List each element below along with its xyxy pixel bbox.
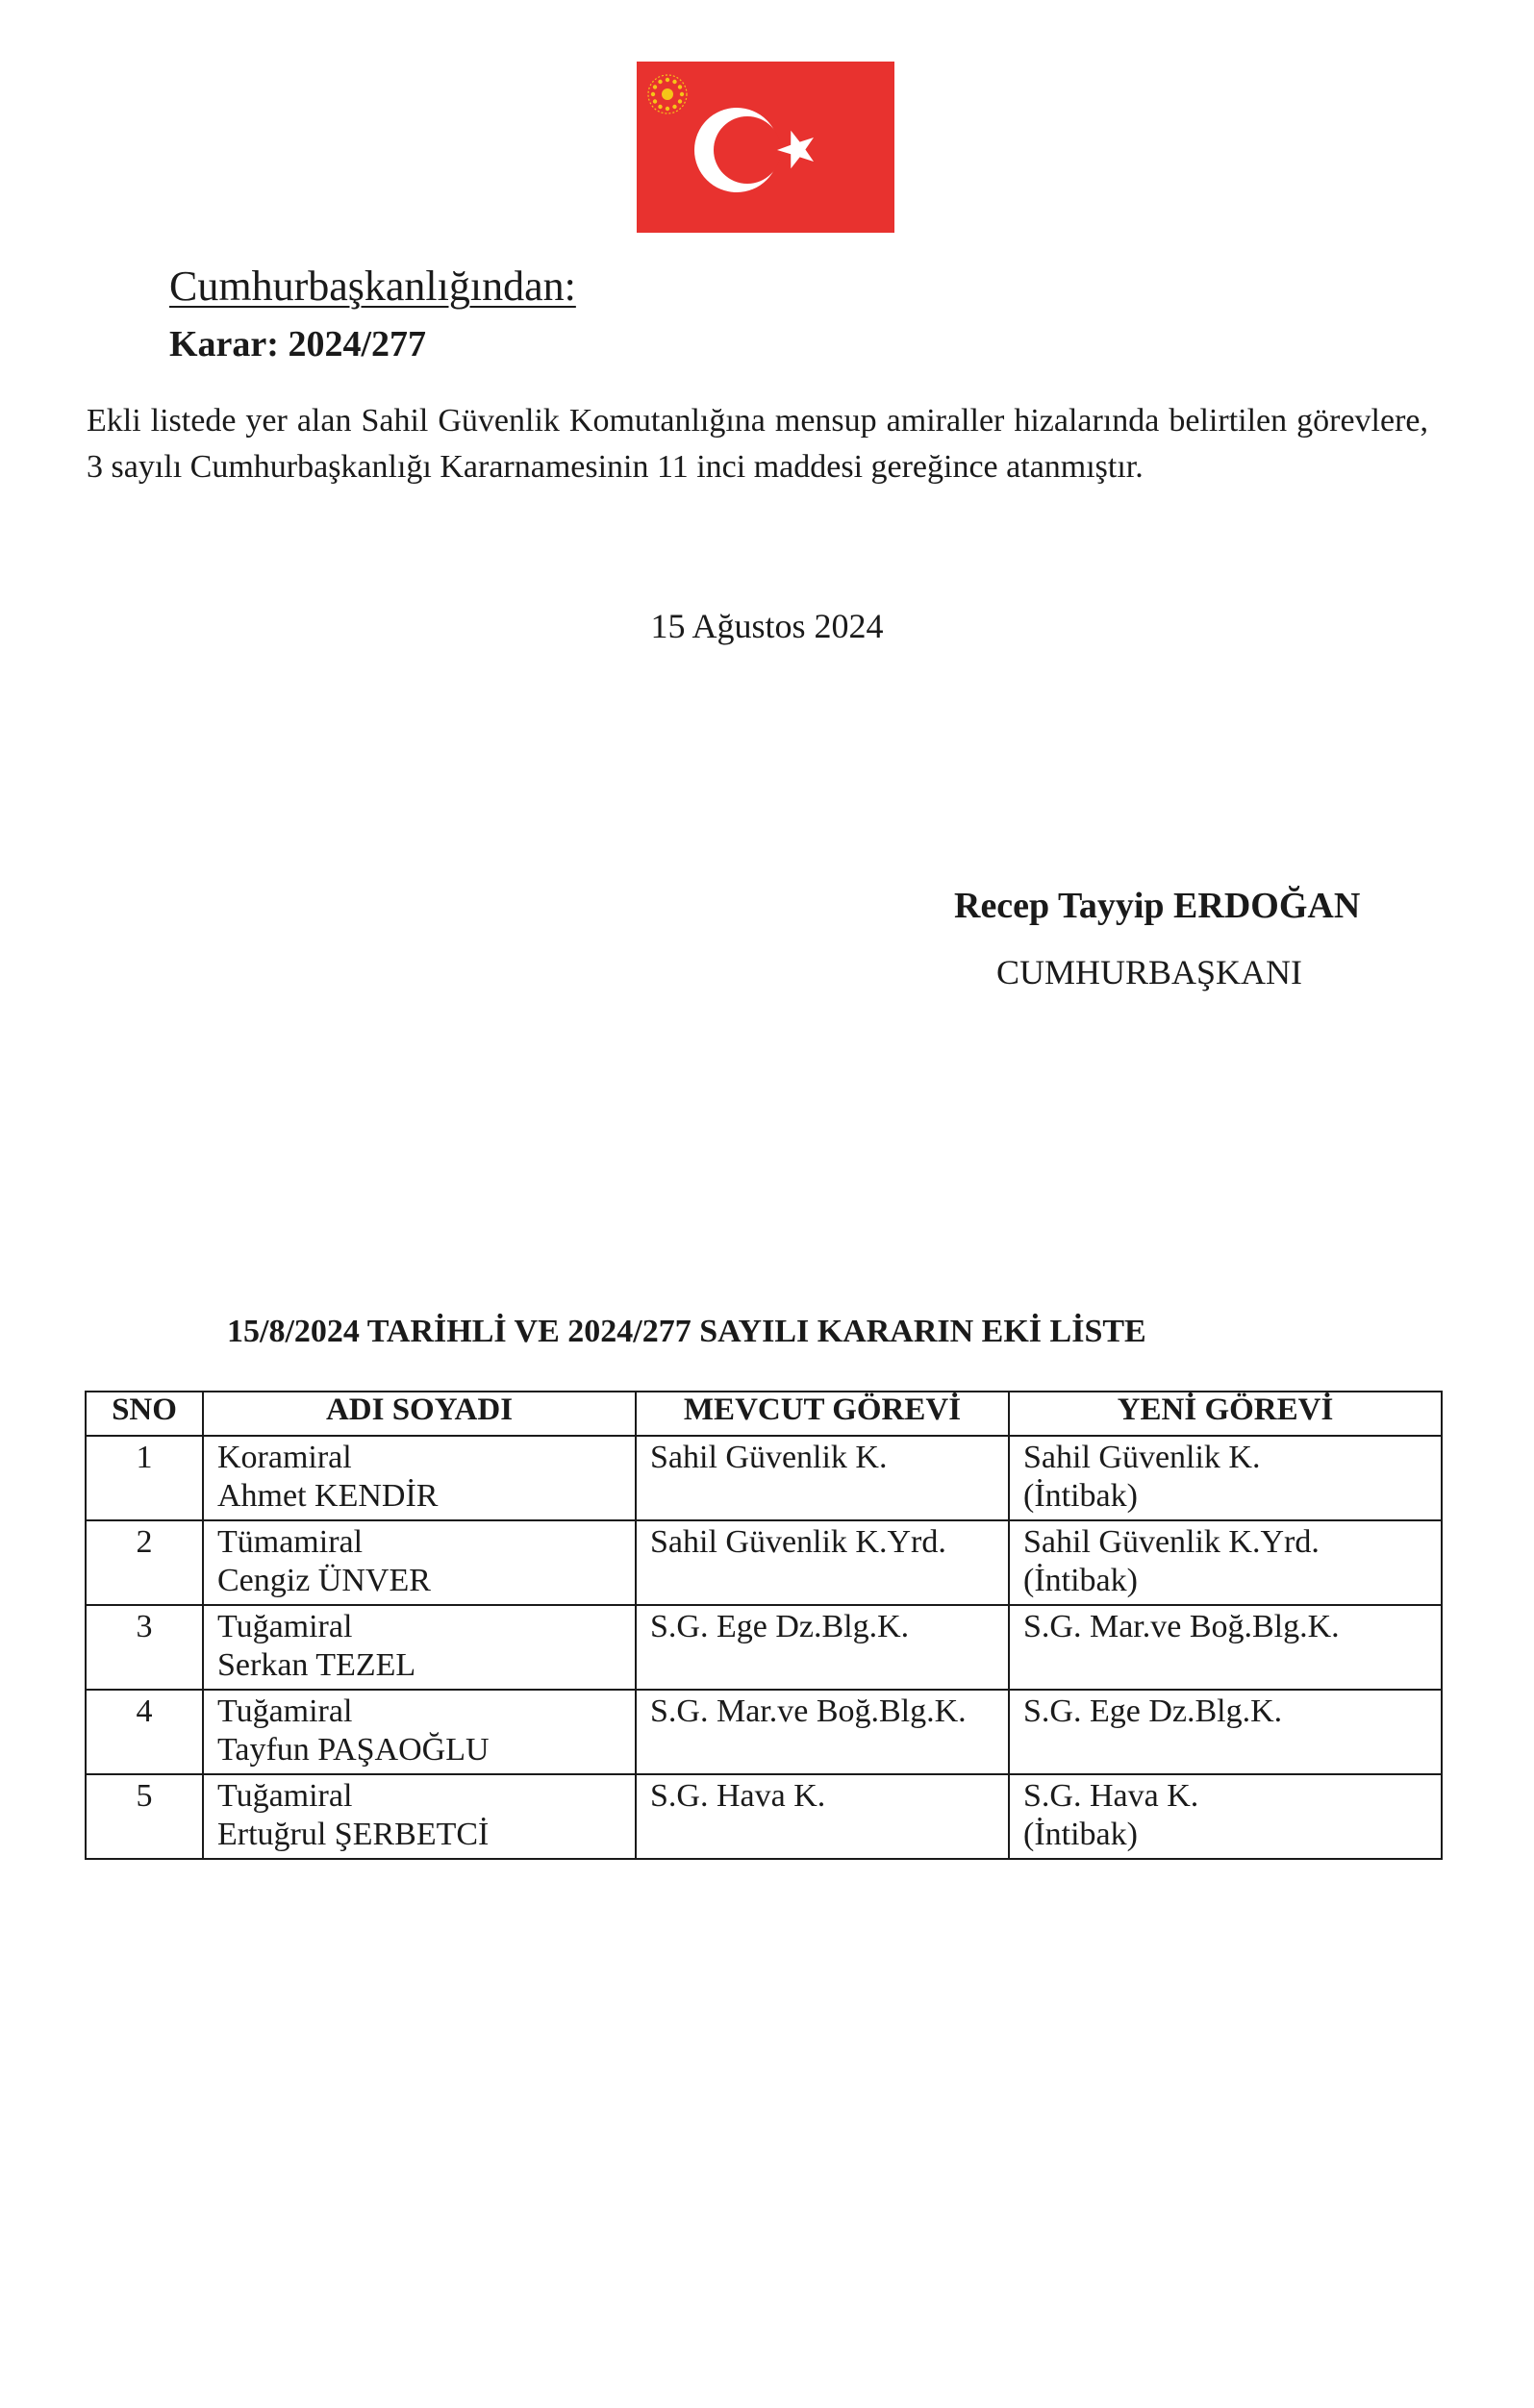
row-person — [203, 1774, 636, 1859]
row-new-duty — [1009, 1690, 1442, 1774]
table-row — [86, 1774, 1442, 1859]
appointments-table — [85, 1391, 1443, 1860]
row-new-duty-line1: Sahil Güvenlik K. — [1023, 1440, 1261, 1475]
row-sno: 4 — [86, 1690, 203, 1774]
row-name: Ahmet KENDİR — [217, 1478, 439, 1514]
row-new-duty — [1009, 1605, 1442, 1690]
row-current-duty: Sahil Güvenlik K.Yrd. — [636, 1520, 1009, 1605]
row-current-duty: S.G. Ege Dz.Blg.K. — [636, 1605, 1009, 1690]
row-name: Serkan TEZEL — [217, 1647, 416, 1683]
row-new-duty-line2: (İntibak) — [1023, 1563, 1138, 1598]
decision-number: Karar: 2024/277 — [169, 324, 427, 364]
row-current-duty: Sahil Güvenlik K. — [636, 1436, 1009, 1520]
row-name: Ertuğrul ŞERBETCİ — [217, 1817, 490, 1852]
row-current-duty: S.G. Hava K. — [636, 1774, 1009, 1859]
row-sno: 3 — [86, 1605, 203, 1690]
row-new-duty — [1009, 1436, 1442, 1520]
presidential-flag — [637, 62, 894, 233]
table-row — [86, 1520, 1442, 1605]
table-row — [86, 1436, 1442, 1520]
row-person — [203, 1520, 636, 1605]
row-rank: Tuğamiral — [217, 1693, 353, 1729]
row-new-duty-line1: S.G. Ege Dz.Blg.K. — [1023, 1693, 1283, 1729]
decision-body-text: Ekli listede yer alan Sahil Güvenlik Komutanlığına mensup amiraller hizalarında belirtilen görevlere, 3 sayılı Cumhurbaşkanlığı Kararnamesinin 11 inci maddesi gereğince atanmıştır. — [87, 403, 1428, 485]
row-rank: Koramiral — [217, 1440, 352, 1475]
row-new-duty — [1009, 1520, 1442, 1605]
decision-date — [0, 606, 1534, 646]
table-row — [86, 1605, 1442, 1690]
row-new-duty-line1: S.G. Mar.ve Boğ.Blg.K. — [1023, 1609, 1340, 1644]
row-new-duty-line1: Sahil Güvenlik K.Yrd. — [1023, 1524, 1320, 1560]
row-rank: Tümamiral — [217, 1524, 364, 1560]
table-header-row — [86, 1392, 1442, 1436]
decision-date-text: 15 Ağustos 2024 — [650, 607, 884, 645]
row-person — [203, 1436, 636, 1520]
row-current-duty: S.G. Mar.ve Boğ.Blg.K. — [636, 1690, 1009, 1774]
header-sno: SNO — [86, 1392, 203, 1436]
row-new-duty-line2: (İntibak) — [1023, 1817, 1138, 1852]
row-new-duty — [1009, 1774, 1442, 1859]
row-sno: 5 — [86, 1774, 203, 1859]
signer-title: CUMHURBAŞKANI — [996, 953, 1303, 991]
appendix-list-title: 15/8/2024 TARİHLİ VE 2024/277 SAYILI KARARIN EKİ LİSTE — [227, 1314, 1146, 1349]
header-current-duty: MEVCUT GÖREVİ — [636, 1392, 1009, 1436]
table-row — [86, 1690, 1442, 1774]
row-sno: 2 — [86, 1520, 203, 1605]
row-name: Tayfun PAŞAOĞLU — [217, 1732, 490, 1768]
row-sno: 1 — [86, 1436, 203, 1520]
row-new-duty-line1: S.G. Hava K. — [1023, 1778, 1199, 1814]
row-new-duty-line2: (İntibak) — [1023, 1478, 1138, 1514]
header-name: ADI SOYADI — [203, 1392, 636, 1436]
row-rank: Tuğamiral — [217, 1609, 353, 1644]
row-rank: Tuğamiral — [217, 1778, 353, 1814]
signer-name: Recep Tayyip ERDOĞAN — [954, 886, 1361, 926]
issuing-office-heading: Cumhurbaşkanlığından: — [169, 263, 576, 310]
row-person — [203, 1605, 636, 1690]
header-new-duty: YENİ GÖREVİ — [1009, 1392, 1442, 1436]
row-name: Cengiz ÜNVER — [217, 1563, 431, 1598]
row-person — [203, 1690, 636, 1774]
